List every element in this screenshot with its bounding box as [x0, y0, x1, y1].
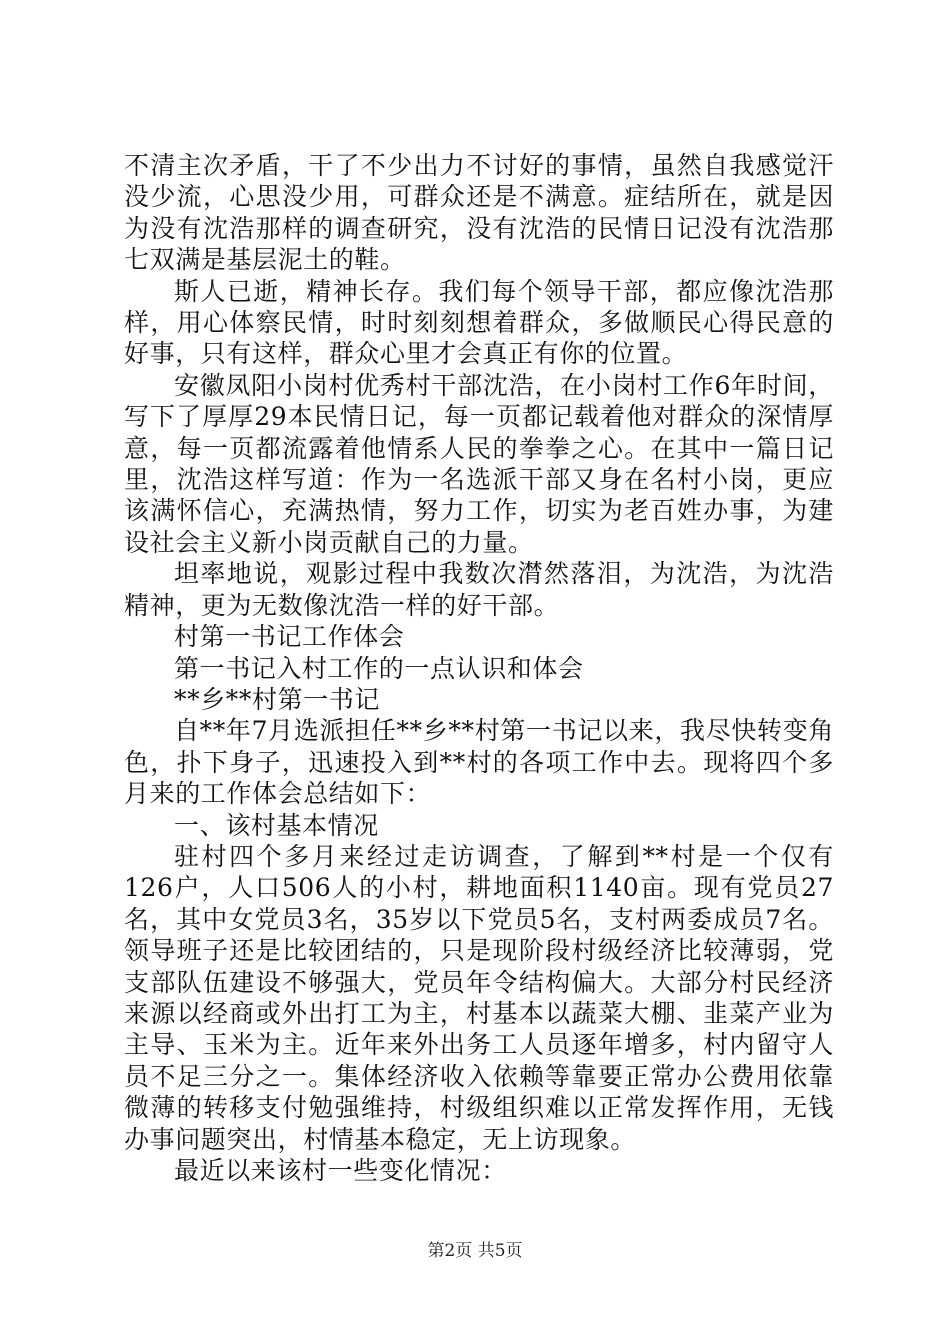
page-number-footer: 第2页 共5页: [427, 1241, 523, 1261]
paragraph: 坦率地说，观影过程中我数次潸然落泪，为沈浩，为沈浩精神，更为无数像沈浩一样的好干部。: [124, 559, 834, 620]
author-line: **乡**村第一书记: [174, 684, 381, 714]
paragraph: 驻村四个多月来经过走访调查，了解到**村是一个仅有126户，人口506人的小村，耕地面积1140亩。现有党员27名，其中女党员3名，35岁以下党员5名，支村两委成员7名。领导班子还是比较团结的，只是现阶段村级经济比较薄弱，党支部队伍建设不够强大，党员年令结构偏大。大部分村民经济来源以经商或外出打工为主，村基本以蔬菜大棚、韭菜产业为主导、玉米为主。近年来外出务工人员逐年增多，村内留守人员不足三分之一。集体经济收入依赖等靠要正常办公费用依靠微薄的转移支付勉强维持，村级组织难以正常发挥作用，无钱办事问题突出，村情基本稳定，无上访现象。: [124, 841, 834, 1154]
paragraph: 斯人已逝，精神长存。我们每个领导干部，都应像沈浩那样，用心体察民情，时时刻刻想着群众，多做顺民心得民意的好事，只有这样，群众心里才会真正有你的位置。: [124, 276, 834, 369]
paragraph: 安徽凤阳小岗村优秀村干部沈浩，在小岗村工作6年时间，写下了厚厚29本民情日记，每一页都记载着他对群众的深情厚意，每一页都流露着他情系人民的拳拳之心。在其中一篇日记里，沈浩这样写道：作为一名选派干部又身在名村小岗，更应该满怀信心，充满热情，努力工作，切实为老百姓办事，为建设社会主义新小岗贡献自己的力量。: [124, 370, 834, 557]
document-body: [124, 150, 834, 1186]
section-heading: 一、该村基本情况: [174, 810, 379, 840]
paragraph: 自**年7月选派担任**乡**村第一书记以来，我尽快转变角色，扑下身子，迅速投入到**村的各项工作中去。现将四个多月来的工作体会总结如下：: [124, 716, 834, 809]
paragraph: 最近以来该村一些变化情况：: [174, 1156, 507, 1185]
paragraph: 不清主次矛盾，干了不少出力不讨好的事情，虽然自我感觉汗没少流，心思没少用，可群众还是不满意。症结所在，就是因为没有沈浩那样的调查研究，没有沈浩的民情日记没有沈浩那七双满是基层泥土的鞋。: [124, 151, 834, 275]
section-title: 村第一书记工作体会: [174, 622, 405, 652]
article-title: 第一书记入村工作的一点认识和体会: [174, 653, 584, 683]
